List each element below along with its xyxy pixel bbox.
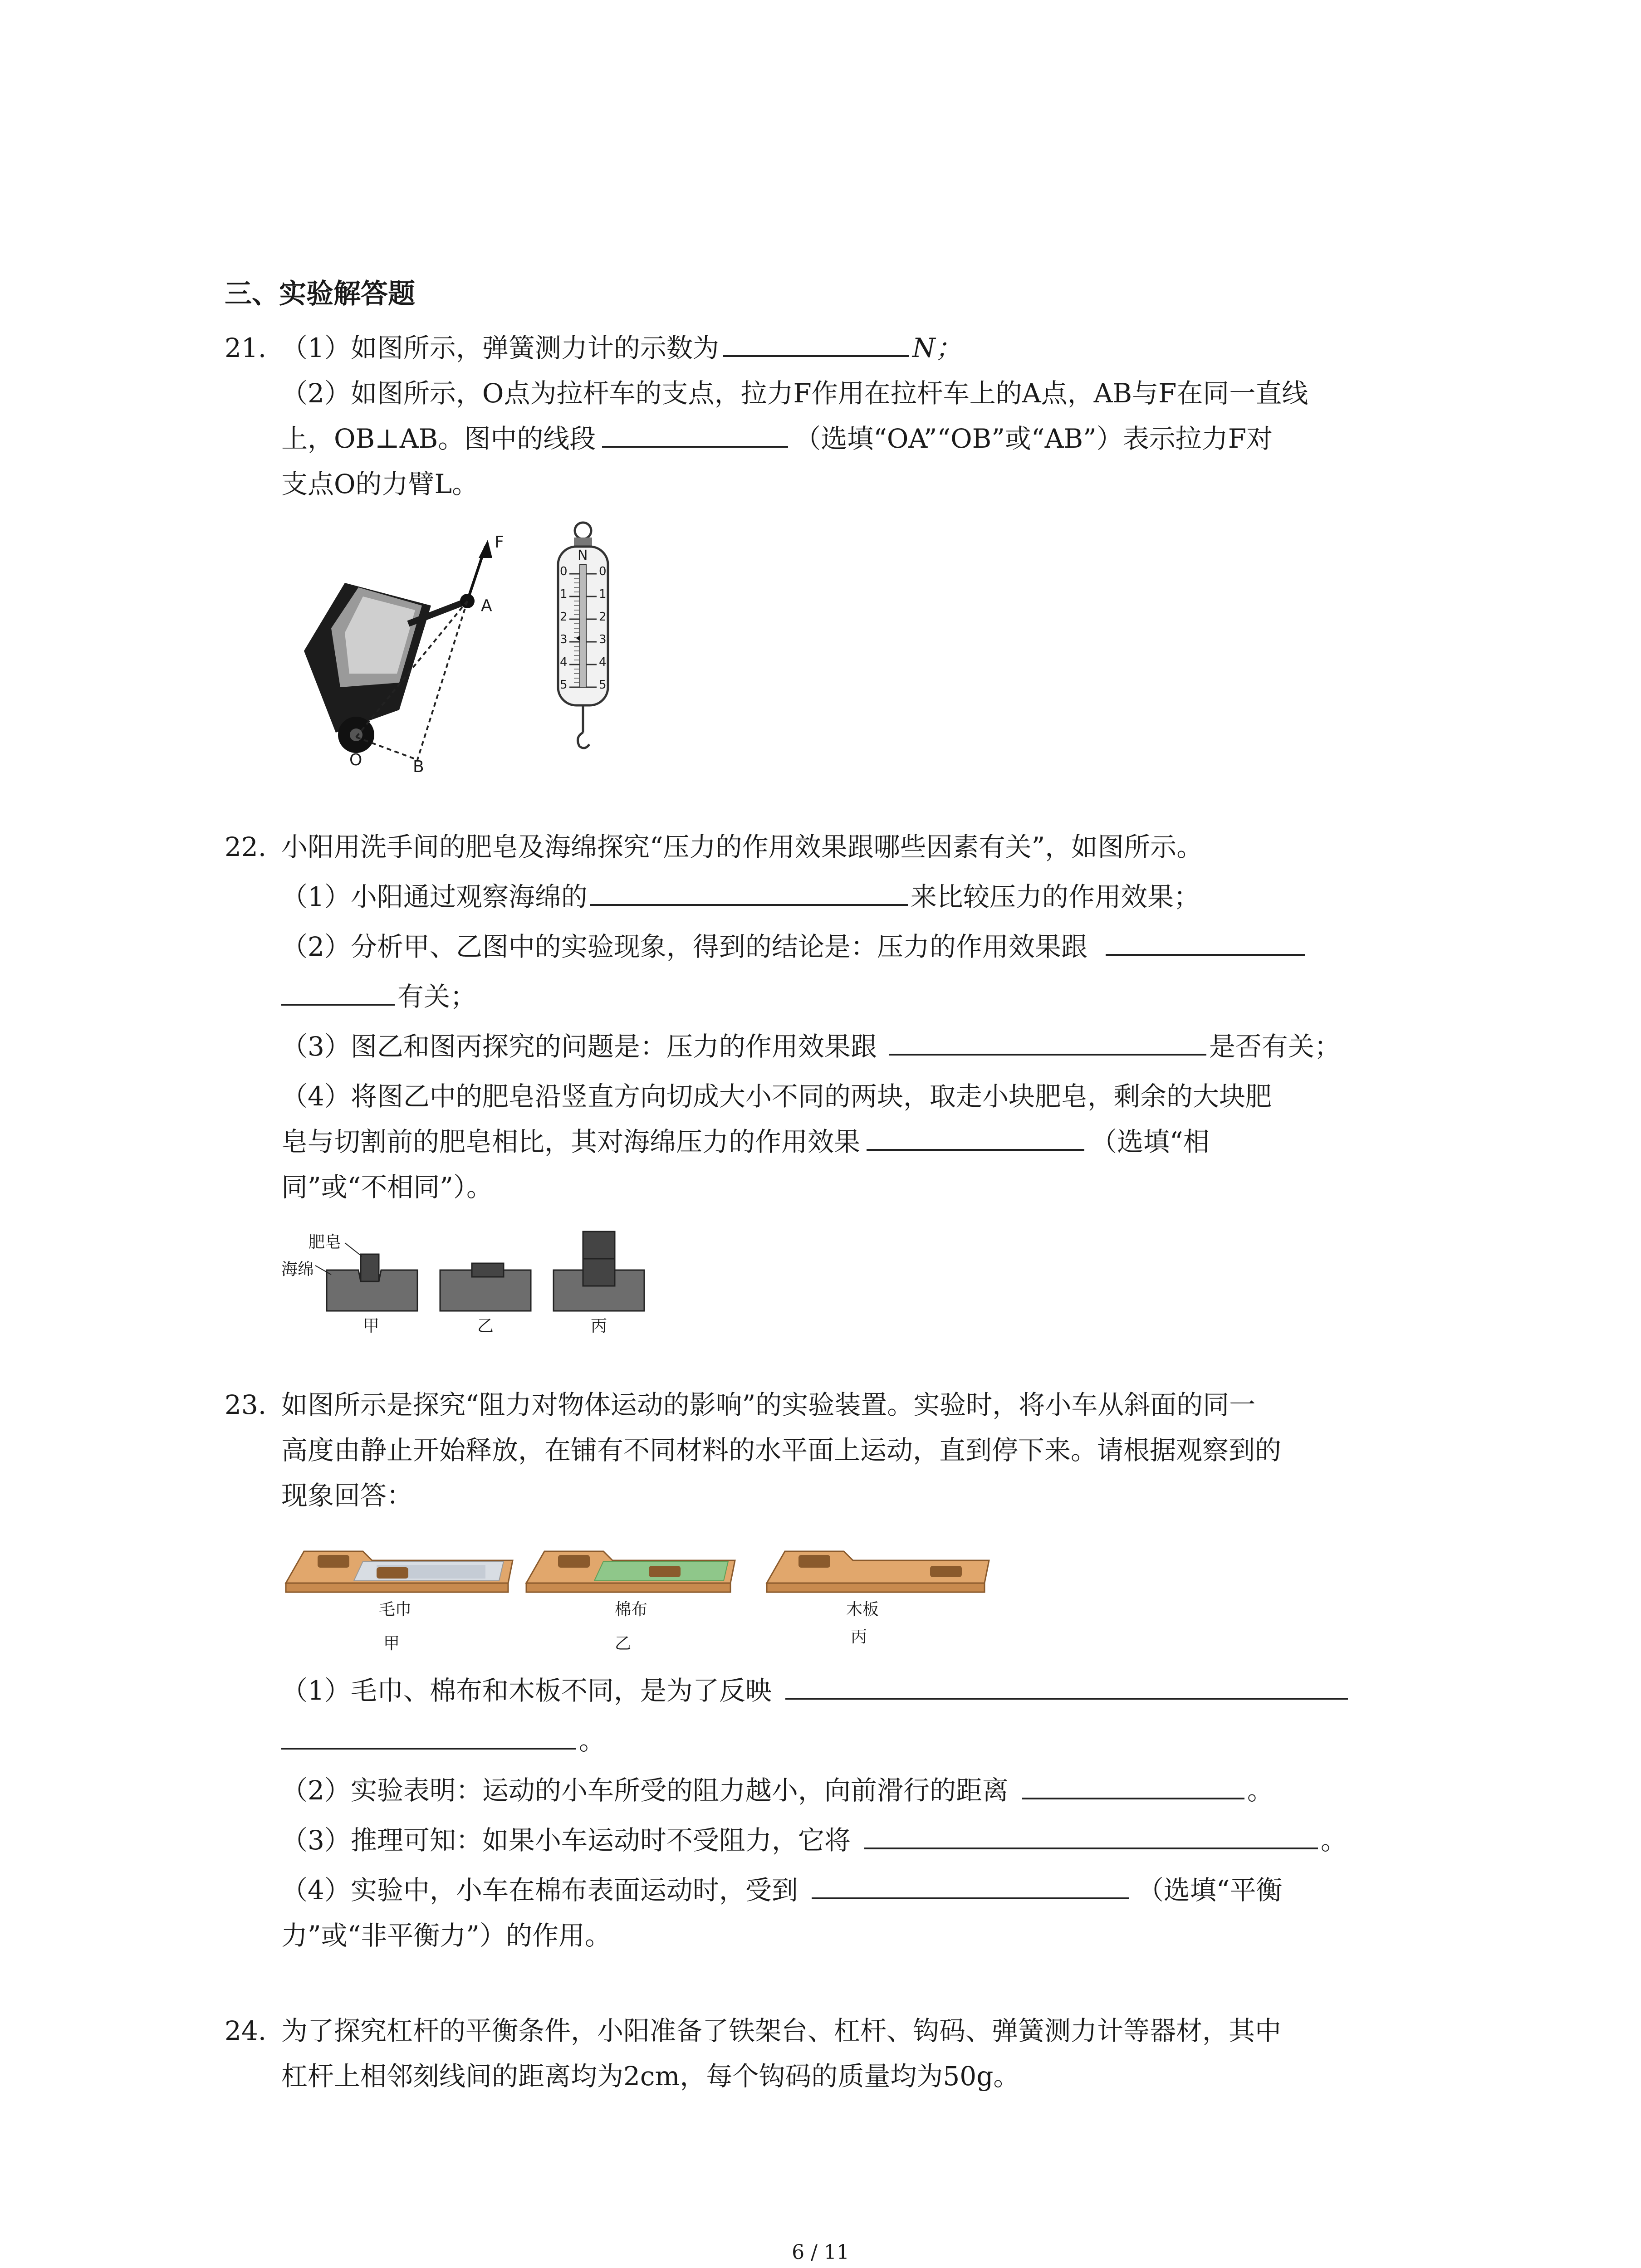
q22-part2 — [281, 930, 1305, 964]
q23-part2 — [281, 1774, 1274, 1808]
q23-line1: 如图所示是探究“阻力对物体运动的影响”的实验装置。实验时，将小车从斜面的同一 — [281, 1389, 1256, 1420]
q22-part3-text-a: （3）图乙和图丙探究的问题是：压力的作用效果跟 — [281, 1031, 877, 1062]
q23-part2-text: （2）实验表明：运动的小车所受的阻力越小，向前滑行的距离 — [281, 1775, 1009, 1806]
q22-part4-line3: 同”或“不相同”）。 — [281, 1172, 493, 1202]
q23-part3-text: （3）推理可知：如果小车运动时不受阻力，它将 — [281, 1825, 851, 1856]
scale-tick-1-right: 1 — [599, 587, 607, 601]
q21-blank-1[interactable] — [723, 332, 909, 357]
label-soap: 肥皂 — [309, 1233, 342, 1251]
page-number: 6 / 11 — [792, 2241, 849, 2264]
q21-part1-unit: N； — [912, 332, 962, 363]
scale-tick-0: 0 — [560, 565, 568, 578]
q22-part2-cont — [281, 980, 476, 1014]
q23-blank-2[interactable] — [1022, 1774, 1244, 1799]
q23-part1-text: （1）毛巾、棉布和木板不同，是为了反映 — [281, 1675, 772, 1706]
q22-part4-line1: （4）将图乙中的肥皂沿竖直方向切成大小不同的两块，取走小块肥皂，剩余的大块肥 — [281, 1081, 1272, 1112]
q21-part2-line1: （2）如图所示，O点为拉杆车的支点，拉力F作用在拉杆车上的A点，AB与F在同一直线 — [281, 378, 1308, 409]
scale-tick-5: 5 — [560, 678, 568, 692]
q23-part2-end: 。 — [1247, 1775, 1274, 1806]
q22-part4-line2 — [281, 1125, 1210, 1159]
q23-part4-line2: 力”或“非平衡力”）的作用。 — [281, 1920, 611, 1951]
scale-tick-4-right: 4 — [599, 655, 607, 669]
q22-part3 — [281, 1030, 1341, 1064]
q23-part1-end: 。 — [579, 1725, 606, 1756]
scale-unit-N: N — [578, 547, 588, 563]
q21-part1-text: （1）如图所示，弹簧测力计的示数为 — [281, 332, 719, 363]
scale-tick-4: 4 — [560, 655, 568, 669]
q22-blank-4[interactable] — [867, 1125, 1084, 1151]
label-O: O — [349, 751, 362, 769]
section-title: 三、实验解答题 — [225, 278, 415, 310]
q21-part2-line2 — [281, 422, 1273, 456]
q21-part1 — [281, 331, 962, 365]
ramp-figure — [281, 1533, 1016, 1656]
q21-part2-text-a: 上，OB⊥AB。图中的线段 — [281, 423, 596, 454]
label-yi-ramp: 乙 — [615, 1634, 632, 1653]
q23-number: 23. — [225, 1389, 267, 1420]
spring-scale-figure — [549, 519, 617, 755]
label-jia-ramp: 甲 — [383, 1634, 400, 1653]
trolley-figure — [281, 533, 517, 776]
q22-line1: 小阳用洗手间的肥皂及海绵探究“压力的作用效果跟哪些因素有关”，如图所示。 — [281, 831, 1203, 862]
q21-part2-text-b: （选填“OA”“OB”或“AB”）表示拉力F对 — [794, 423, 1273, 454]
q23-part1 — [281, 1674, 1348, 1708]
q23-part1-cont — [281, 1724, 605, 1758]
label-bing: 丙 — [591, 1317, 607, 1335]
q22-blank-1[interactable] — [590, 880, 908, 906]
q23-part4 — [281, 1873, 1283, 1907]
q22-part4-text-b: （选填“相 — [1091, 1126, 1210, 1157]
scale-tick-1: 1 — [560, 587, 568, 601]
label-cotton: 棉布 — [615, 1600, 648, 1619]
soap-sponge-figure — [281, 1225, 690, 1334]
scale-tick-2-right: 2 — [599, 610, 607, 624]
q23-blank-3[interactable] — [864, 1824, 1318, 1849]
label-bing-ramp: 丙 — [851, 1628, 867, 1646]
q21-blank-2[interactable] — [602, 422, 788, 448]
q22-part4-text-a: 皂与切割前的肥皂相比，其对海绵压力的作用效果 — [281, 1126, 861, 1157]
q22-part3-text-b: 是否有关； — [1209, 1031, 1341, 1062]
q22-part1-text-b: 来比较压力的作用效果； — [910, 881, 1200, 912]
q23-part4-text-a: （4）实验中，小车在棉布表面运动时，受到 — [281, 1875, 798, 1906]
label-sponge: 海绵 — [281, 1260, 314, 1279]
q22-part1-text-a: （1）小阳通过观察海绵的 — [281, 881, 588, 912]
label-yi: 乙 — [477, 1317, 494, 1335]
q22-part2-text-b: 有关； — [397, 981, 477, 1012]
q23-line2: 高度由静止开始释放，在铺有不同材料的水平面上运动，直到停下来。请根据观察到的 — [281, 1435, 1282, 1466]
q22-blank-2b[interactable] — [281, 980, 395, 1006]
q21-part2-line3: 支点O的力臂L。 — [281, 469, 479, 499]
q22-number: 22. — [225, 831, 267, 862]
q23-part3 — [281, 1823, 1347, 1857]
scale-tick-5-right: 5 — [599, 678, 607, 692]
q22-part1 — [281, 880, 1200, 914]
q23-blank-4[interactable] — [812, 1874, 1129, 1899]
q21-number: 21. — [225, 332, 267, 363]
scale-tick-0-right: 0 — [599, 565, 607, 578]
label-jia: 甲 — [363, 1317, 380, 1335]
q23-part4-text-b: （选填“平衡 — [1137, 1875, 1283, 1906]
q23-blank-1b[interactable] — [281, 1724, 576, 1750]
scale-tick-3-right: 3 — [599, 633, 607, 646]
scale-tick-2: 2 — [560, 610, 568, 624]
q24-line1: 为了探究杠杆的平衡条件，小阳准备了铁架台、杠杆、钩码、弹簧测力计等器材，其中 — [281, 2015, 1282, 2046]
label-F: F — [495, 533, 504, 552]
q23-blank-1a[interactable] — [785, 1674, 1348, 1700]
q24-line2: 杠杆上相邻刻线间的距离均为2cm，每个钩码的质量均为50g。 — [281, 2061, 1020, 2092]
scale-tick-3: 3 — [560, 633, 568, 646]
q23-line3: 现象回答： — [281, 1480, 413, 1511]
q22-part2-text-a: （2）分析甲、乙图中的实验现象，得到的结论是：压力的作用效果跟 — [281, 931, 1087, 962]
label-A: A — [481, 596, 492, 615]
label-B: B — [413, 758, 424, 776]
q22-blank-2a[interactable] — [1106, 930, 1305, 956]
label-towel: 毛巾 — [379, 1600, 412, 1619]
label-wood: 木板 — [846, 1600, 879, 1619]
q24-number: 24. — [225, 2015, 267, 2046]
q22-blank-3[interactable] — [889, 1030, 1206, 1056]
q23-part3-end: 。 — [1320, 1825, 1347, 1856]
